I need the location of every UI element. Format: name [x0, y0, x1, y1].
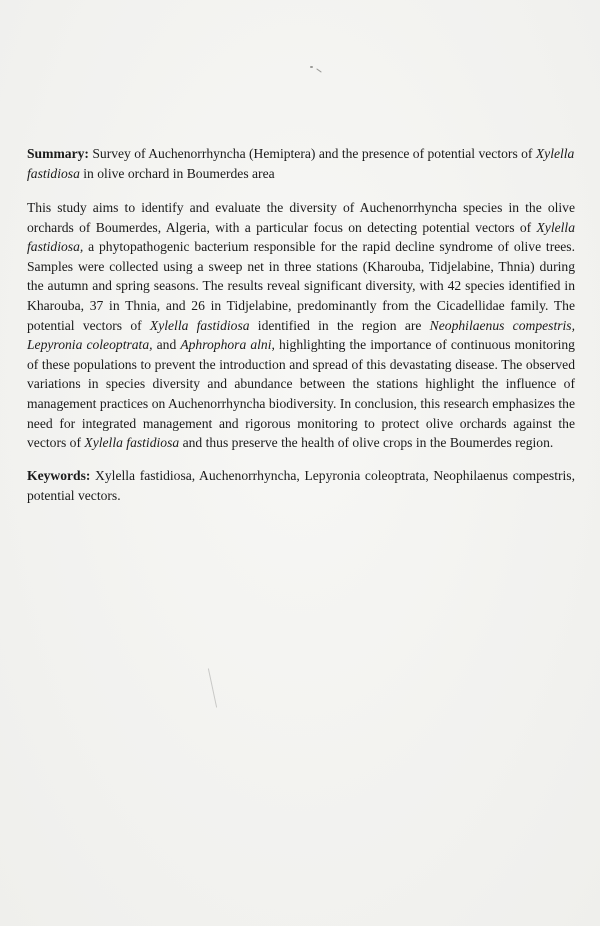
summary-section: [27, 144, 575, 183]
keywords-paragraph: [27, 466, 575, 505]
summary-paragraph: Summary: Survey of Auchenorrhyncha (Hemiptera) and the presence of potential vectors of Xylella fastidiosa in olive orchard in Boumerdes area: [27, 146, 575, 181]
scan-mark: [208, 668, 217, 707]
keywords-text: Xylella fastidiosa, Auchenorrhyncha, Lepyronia coleoptrata, Neophilaenus compestris, potential vectors.: [27, 468, 575, 503]
summary-label: Summary:: [27, 146, 89, 161]
abstract-paragraph: This study aims to identify and evaluate the diversity of Auchenorrhyncha species in the olive orchards of Boumerdes, Algeria, with a particular focus on detecting potential vectors of Xylella fastidiosa, a phytopathogenic bacterium responsible for the rapid decline syndrome of olive trees. Samples were collected using a sweep net in three stations (Kharouba, Tidjelabine, Thnia) during the autumn and spring seasons. The results reveal significant diversity, with 42 species identified in Kharouba, 37 in Thnia, and 26 in Tidjelabine, predominantly from the Cicadellidae family. The potential vectors of Xylella fastidiosa identified in the region are Neophilaenus compestris, Lepyronia coleoptrata, and Aphrophora alni, highlighting the importance of continuous monitoring of these populations to prevent the introduction and spread of this devastating disease. The observed variations in species diversity and abundance between the stations highlight the influence of management practices on Auchenorrhyncha biodiversity. In conclusion, this research emphasizes the need for integrated management and rigorous monitoring to protect olive orchards against the vectors of Xylella fastidiosa and thus preserve the health of olive crops in the Boumerdes region.: [27, 200, 575, 451]
scan-speck: [310, 66, 313, 68]
scan-speck: [316, 68, 321, 72]
keywords-section: [27, 466, 575, 505]
keywords-label: Keywords:: [27, 468, 91, 483]
abstract-section: [27, 198, 575, 453]
